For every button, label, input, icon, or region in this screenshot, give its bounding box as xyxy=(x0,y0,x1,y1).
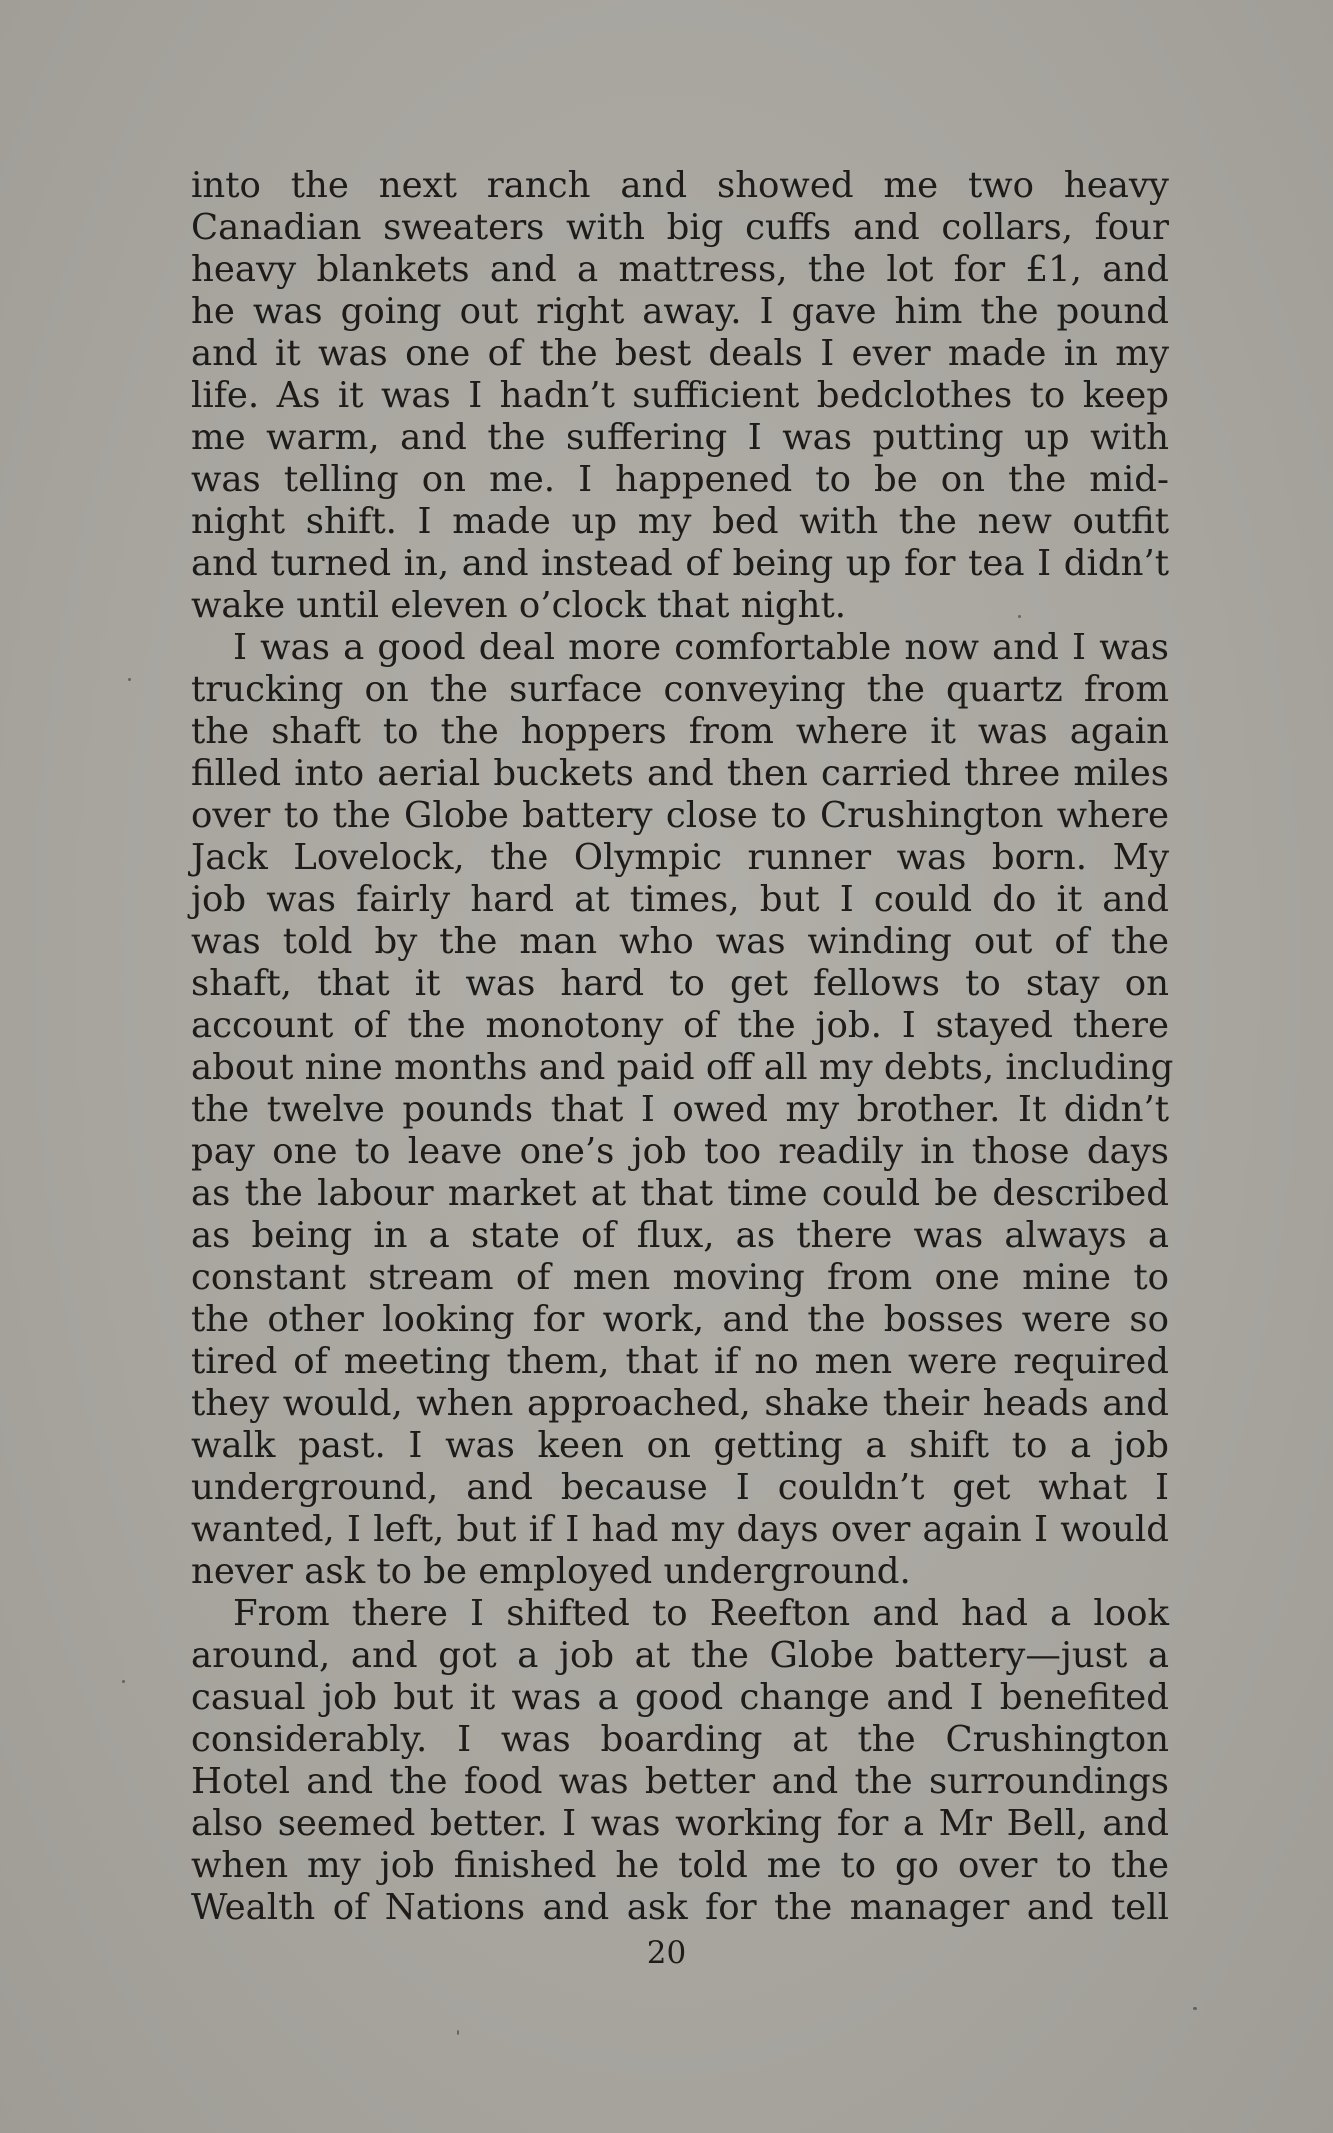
text-line: life. As it was I hadn’t sufficient bedclothes to keep xyxy=(191,375,1169,416)
paper-speck xyxy=(122,1680,125,1683)
text-line: pay one to leave one’s job too readily in those days xyxy=(191,1131,1169,1172)
paper-speck xyxy=(1018,615,1021,618)
text-line: trucking on the surface conveying the quartz from xyxy=(191,669,1169,710)
text-line: casual job but it was a good change and I benefited xyxy=(191,1677,1169,1718)
text-line: over to the Globe battery close to Crushington where xyxy=(191,795,1169,836)
paper-speck xyxy=(1193,2007,1197,2010)
paragraph xyxy=(191,627,1174,1593)
text-line: wanted, I left, but if I had my days over again I would xyxy=(191,1509,1169,1550)
text-line: was telling on me. I happened to be on the mid- xyxy=(191,459,1169,500)
text-line: Canadian sweaters with big cuffs and collars, four xyxy=(191,207,1169,248)
text-line: into the next ranch and showed me two heavy xyxy=(191,165,1169,206)
text-line: wake until eleven o’clock that night. xyxy=(191,585,847,626)
text-line: Jack Lovelock, the Olympic runner was born. My xyxy=(191,837,1169,878)
text-line: me warm, and the suffering I was putting up with xyxy=(191,417,1169,458)
text-line: job was fairly hard at times, but I could do it and xyxy=(191,879,1169,920)
text-line: about nine months and paid off all my debts, including xyxy=(191,1047,1174,1088)
text-line: was told by the man who was winding out of the xyxy=(191,921,1169,962)
text-line: as being in a state of flux, as there was always a xyxy=(191,1215,1169,1256)
text-line: tired of meeting them, that if no men were required xyxy=(191,1341,1169,1382)
text-line: Hotel and the food was better and the surroundings xyxy=(191,1761,1169,1802)
body-text xyxy=(191,165,1174,1929)
text-line: never ask to be employed underground. xyxy=(191,1551,911,1592)
text-line: he was going out right away. I gave him the pound xyxy=(191,291,1169,332)
text-line: constant stream of men moving from one mine to xyxy=(191,1257,1169,1298)
text-line: night shift. I made up my bed with the new outfit xyxy=(191,501,1169,542)
text-line: the twelve pounds that I owed my brother. It didn’t xyxy=(191,1089,1169,1130)
text-line: the shaft to the hoppers from where it was again xyxy=(191,711,1169,752)
paper-speck xyxy=(128,678,131,681)
text-line: and turned in, and instead of being up for tea I didn’t xyxy=(191,543,1169,584)
paragraph xyxy=(191,165,1169,627)
text-line: and it was one of the best deals I ever made in my xyxy=(191,333,1169,374)
text-line: when my job finished he told me to go over to the xyxy=(191,1845,1169,1886)
text-line: filled into aerial buckets and then carried three miles xyxy=(191,753,1169,794)
text-line: as the labour market at that time could be described xyxy=(191,1173,1169,1214)
page-number: 20 xyxy=(646,1935,687,1971)
text-line: I was a good deal more comfortable now and I was xyxy=(233,627,1169,668)
text-line: the other looking for work, and the bosses were so xyxy=(191,1299,1169,1340)
text-line: around, and got a job at the Globe battery—just a xyxy=(191,1635,1169,1676)
text-line: From there I shifted to Reefton and had a look xyxy=(233,1593,1169,1634)
text-line: underground, and because I couldn’t get what I xyxy=(191,1467,1169,1508)
text-line: Wealth of Nations and ask for the manager and tell xyxy=(191,1887,1169,1928)
text-line: shaft, that it was hard to get fellows to stay on xyxy=(191,963,1169,1004)
paper-speck xyxy=(457,2030,459,2035)
paragraph xyxy=(191,1593,1169,1929)
text-line: considerably. I was boarding at the Crushington xyxy=(191,1719,1169,1760)
text-line: walk past. I was keen on getting a shift to a job xyxy=(191,1425,1169,1466)
text-line: also seemed better. I was working for a Mr Bell, and xyxy=(191,1803,1169,1844)
text-line: they would, when approached, shake their heads and xyxy=(191,1383,1169,1424)
text-line: heavy blankets and a mattress, the lot for £1, and xyxy=(191,249,1169,290)
text-line: account of the monotony of the job. I stayed there xyxy=(191,1005,1169,1046)
